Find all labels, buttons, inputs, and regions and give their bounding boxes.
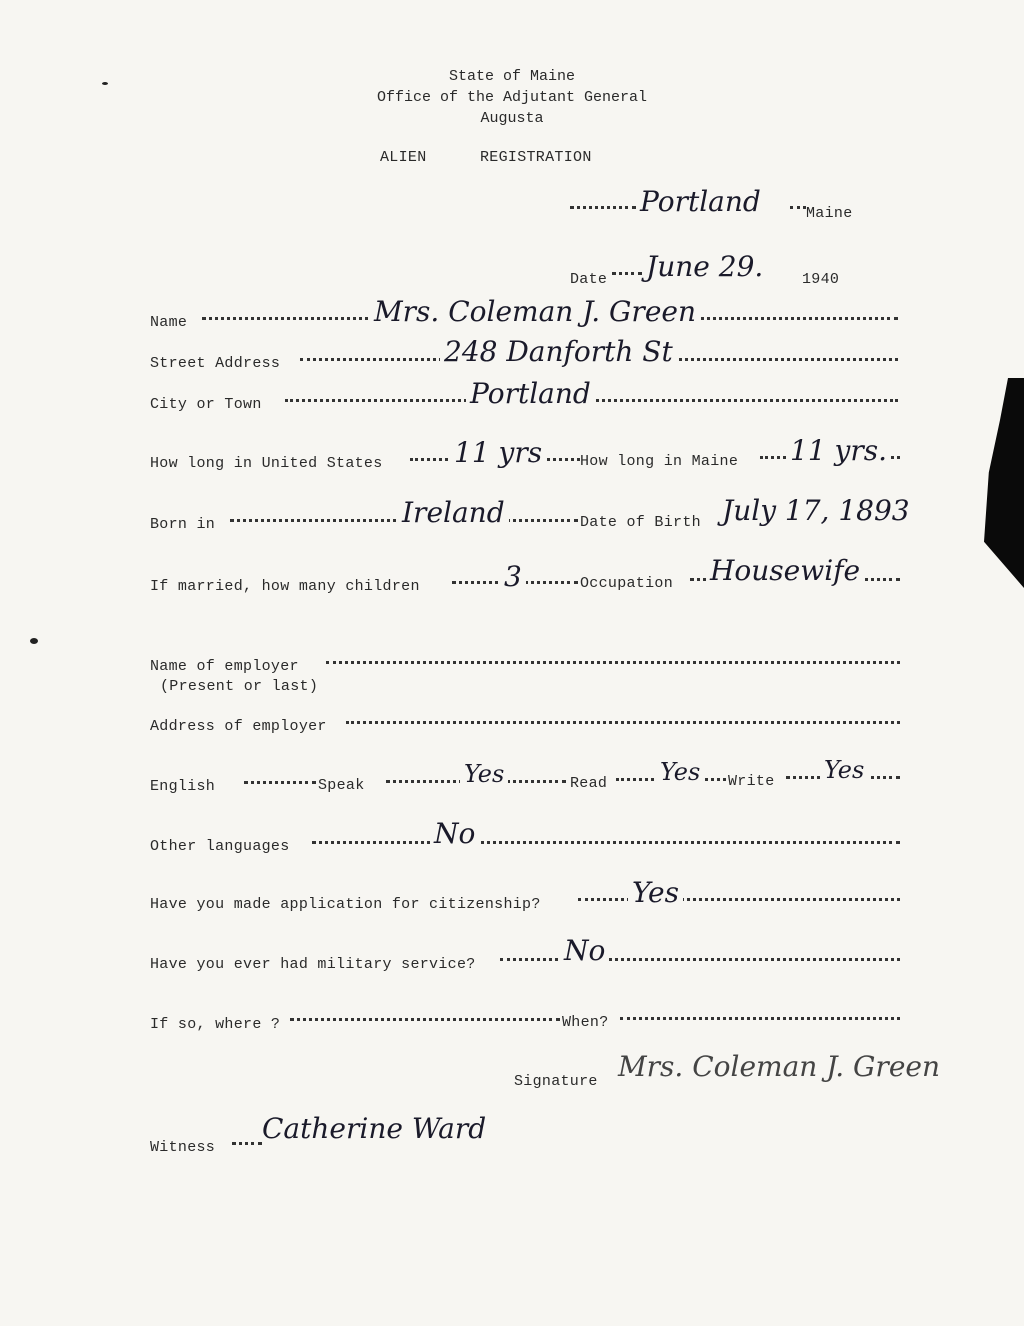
header-state: State of Maine <box>448 68 576 85</box>
location-suffix: Maine <box>806 205 853 222</box>
scan-edge-shadow <box>984 378 1024 588</box>
children-value: 3 <box>500 560 526 593</box>
name-value: Mrs. Coleman J. Green <box>370 295 700 328</box>
occupation-value: Housewife <box>706 554 864 587</box>
where-label: If so, where ? <box>150 1016 281 1033</box>
read-value: Yes <box>656 758 704 786</box>
date-year: 1940 <box>802 271 840 288</box>
date-value: June 29. <box>646 250 764 283</box>
citizenship-label: Have you made application for citizenship? <box>150 896 541 913</box>
dotted-leader <box>244 779 316 784</box>
dotted-leader <box>346 719 900 724</box>
dotted-leader <box>578 896 900 901</box>
born-in-value: Ireland <box>398 496 509 529</box>
signature-value: Mrs. Coleman J. Green <box>618 1050 940 1083</box>
military-label: Have you ever had military service? <box>150 956 476 973</box>
speak-value: Yes <box>460 760 508 788</box>
name-label: Name <box>150 314 188 331</box>
form-title-alien: ALIEN <box>380 149 427 166</box>
date-label: Date <box>570 271 608 288</box>
street-value: 248 Danforth St <box>440 335 677 368</box>
dotted-leader <box>290 1016 560 1021</box>
witness-label: Witness <box>150 1139 216 1156</box>
dotted-leader <box>790 204 806 209</box>
scan-speck <box>30 638 38 644</box>
occupation-label: Occupation <box>580 575 674 592</box>
maine-duration-label: How long in Maine <box>580 453 739 470</box>
us-duration-value: 11 yrs <box>450 436 546 469</box>
signature-label: Signature <box>514 1073 598 1090</box>
dotted-leader <box>232 1140 262 1145</box>
other-languages-value: No <box>430 817 479 850</box>
scan-speck <box>102 82 108 85</box>
dotted-leader <box>326 659 900 664</box>
dob-value: July 17, 1893 <box>722 494 910 527</box>
dotted-leader <box>570 204 636 209</box>
city-value: Portland <box>466 377 595 410</box>
citizenship-value: Yes <box>628 876 683 909</box>
write-value: Yes <box>820 756 868 784</box>
header-city: Augusta <box>480 110 544 127</box>
when-label: When? <box>562 1014 609 1031</box>
dotted-leader <box>620 1015 900 1020</box>
born-in-label: Born in <box>150 516 216 533</box>
maine-duration-value: 11 yrs. <box>786 434 891 467</box>
location-value: Portland <box>640 185 761 218</box>
dob-label: Date of Birth <box>580 514 701 531</box>
employer-address-label: Address of employer <box>150 718 327 735</box>
dotted-leader <box>312 839 900 844</box>
witness-value: Catherine Ward <box>262 1112 487 1145</box>
employer-label: Name of employer <box>150 658 299 675</box>
street-label: Street Address <box>150 355 281 372</box>
dotted-leader <box>612 270 642 275</box>
employer-sublabel: (Present or last) <box>160 678 319 695</box>
us-duration-label: How long in United States <box>150 455 383 472</box>
other-languages-label: Other languages <box>150 838 290 855</box>
header-office: Office of the Adjutant General <box>376 89 648 106</box>
children-label: If married, how many children <box>150 578 420 595</box>
city-label: City or Town <box>150 396 262 413</box>
english-label: English <box>150 778 216 795</box>
form-title-registration: REGISTRATION <box>480 149 592 166</box>
military-value: No <box>560 934 609 967</box>
speak-label: Speak <box>318 777 365 794</box>
read-label: Read <box>570 775 608 792</box>
write-label: Write <box>728 773 775 790</box>
